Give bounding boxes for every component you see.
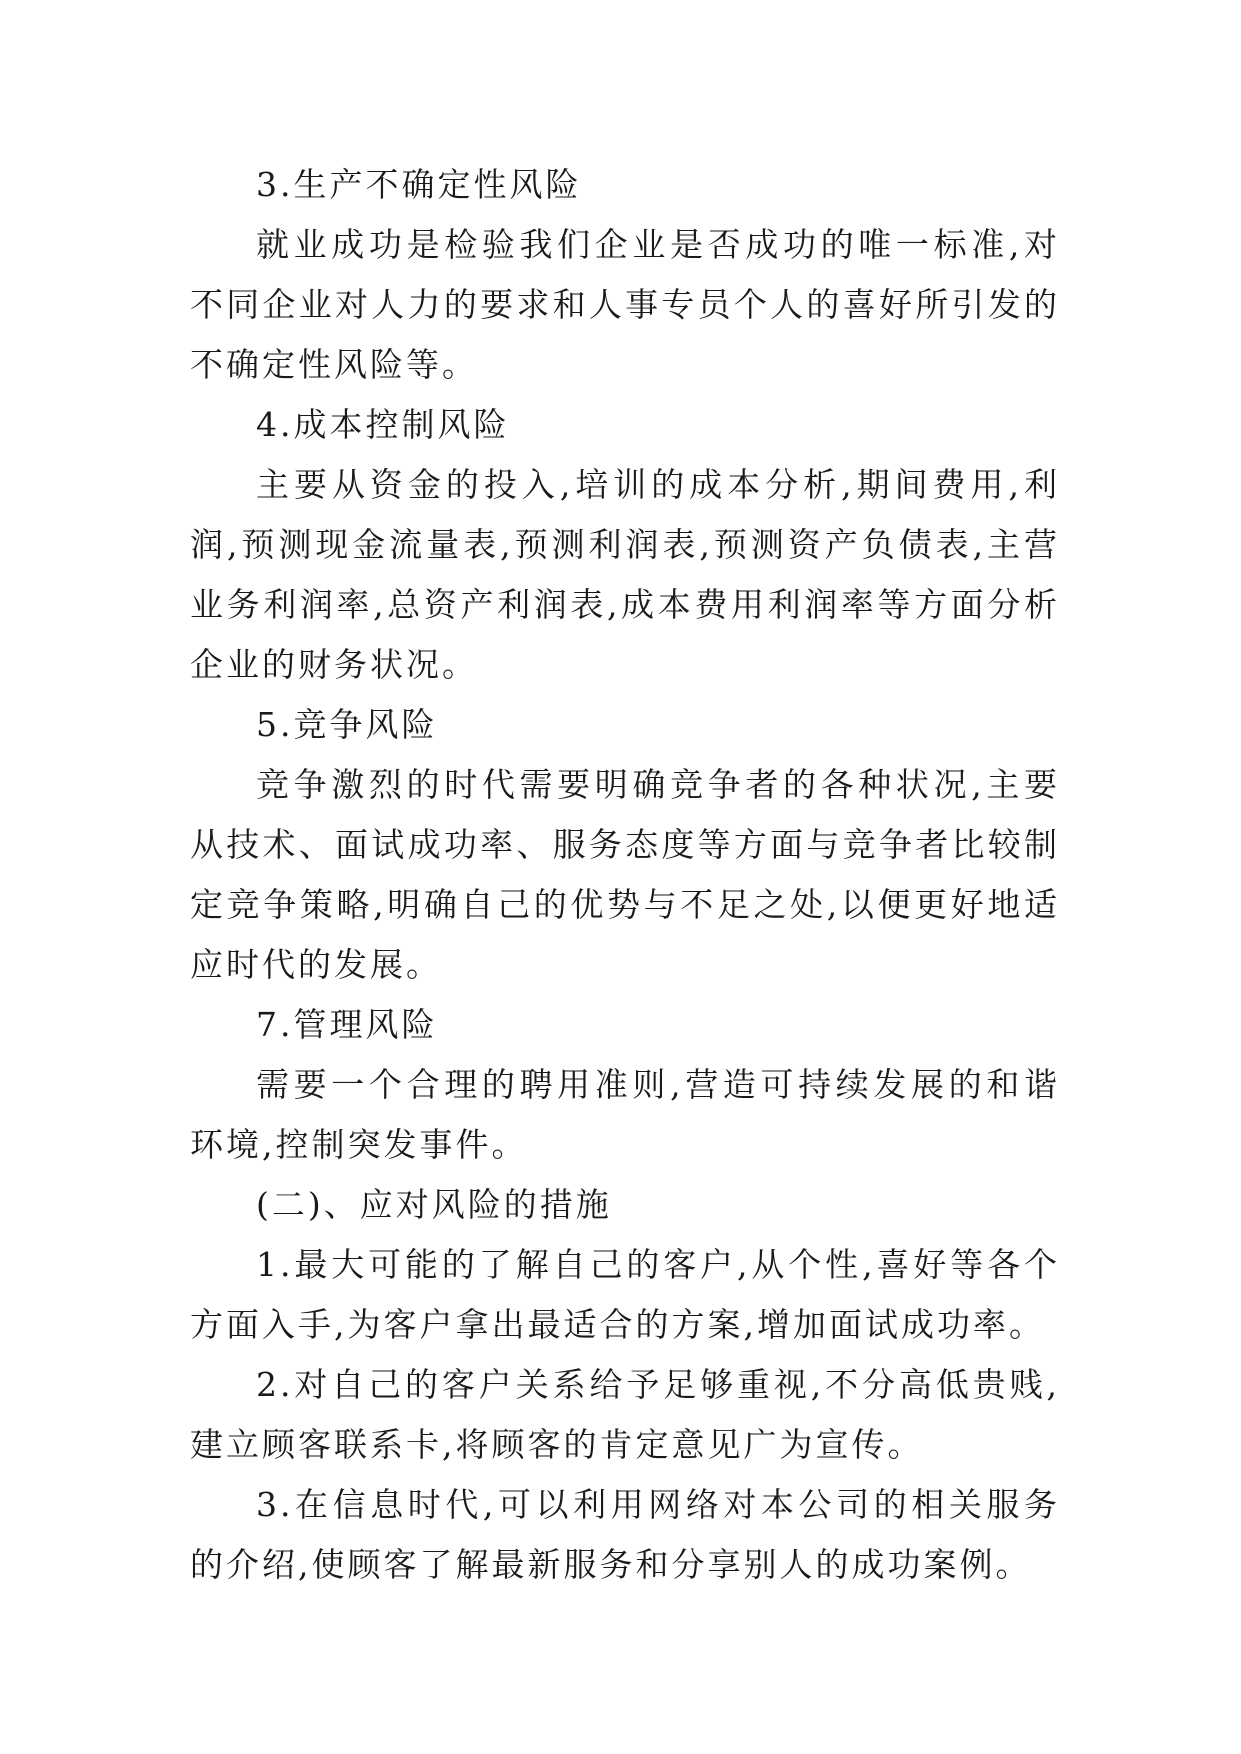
document-body (190, 155, 1060, 1595)
heading-competition-risk: 5.竞争风险 (256, 705, 438, 744)
paragraph-competition-risk: 竞争激烈的时代需要明确竞争者的各种状况,主要从技术、面试成功率、服务态度等方面与竞争者比较制定竞争策略,明确自己的优势与不足之处,以便更好地适应时代的发展。 (190, 765, 1060, 984)
paragraph-production-risk: 就业成功是检验我们企业是否成功的唯一标准,对不同企业对人力的要求和人事专员个人的喜好所引发的不确定性风险等。 (190, 225, 1060, 384)
heading-management-risk: 7.管理风险 (256, 1005, 438, 1044)
paragraph-management-risk: 需要一个合理的聘用准则,营造可持续发展的和谐环境,控制突发事件。 (190, 1065, 1060, 1164)
heading-production-risk: 3.生产不确定性风险 (256, 165, 582, 204)
heading-cost-control-risk: 4.成本控制风险 (256, 405, 510, 444)
heading-risk-measures: (二)、应对风险的措施 (256, 1185, 612, 1224)
paragraph-measure-2: 2.对自己的客户关系给予足够重视,不分高低贵贱,建立顾客联系卡,将顾客的肯定意见广为宣传。 (190, 1365, 1060, 1464)
paragraph-cost-control-risk: 主要从资金的投入,培训的成本分析,期间费用,利润,预测现金流量表,预测利润表,预测资产负债表,主营业务利润率,总资产利润表,成本费用利润率等方面分析企业的财务状况。 (190, 465, 1060, 684)
paragraph-measure-1: 1.最大可能的了解自己的客户,从个性,喜好等各个方面入手,为客户拿出最适合的方案,增加面试成功率。 (190, 1245, 1060, 1344)
paragraph-measure-3: 3.在信息时代,可以利用网络对本公司的相关服务的介绍,使顾客了解最新服务和分享别人的成功案例。 (190, 1485, 1060, 1584)
